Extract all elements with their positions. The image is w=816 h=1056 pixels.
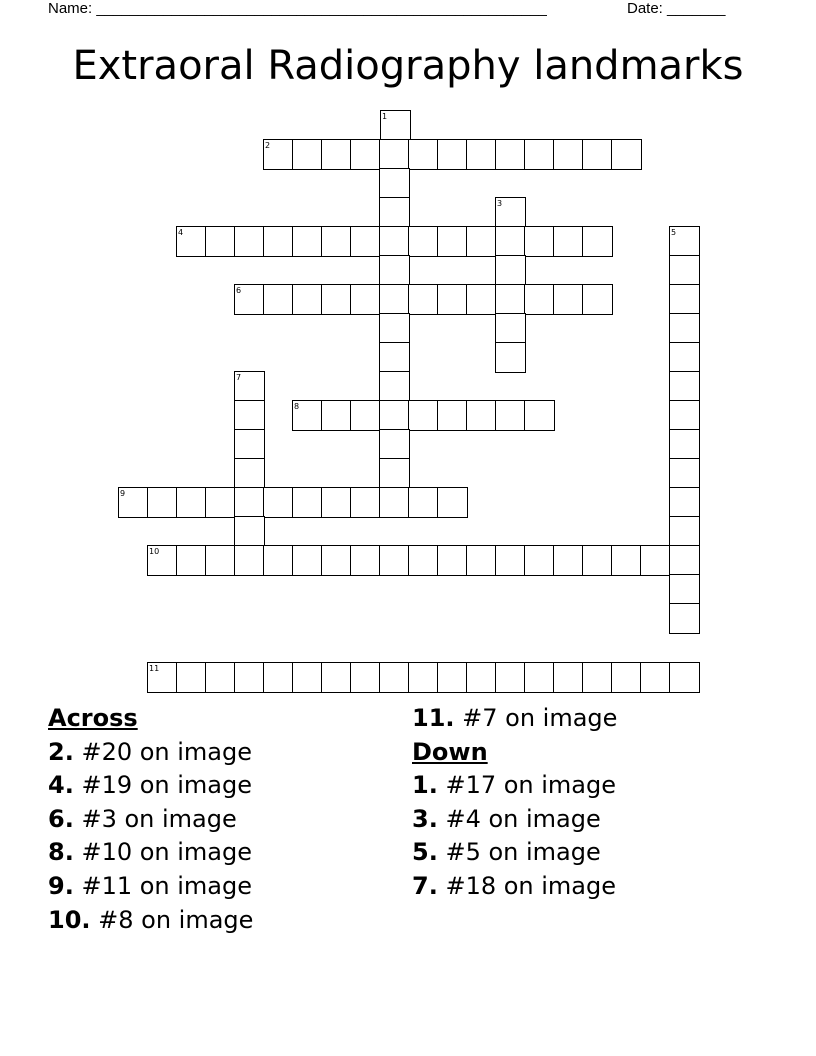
crossword-cell	[466, 139, 497, 170]
across-clue: 9. #11 on image	[48, 871, 253, 900]
crossword-cell	[263, 545, 294, 576]
crossword-cell	[234, 429, 265, 460]
crossword-cell	[321, 545, 352, 576]
crossword-cell	[669, 313, 700, 344]
crossword-cell	[495, 662, 526, 693]
crossword-cell	[350, 400, 381, 431]
crossword-cell	[292, 226, 323, 257]
crossword-cell	[379, 226, 410, 257]
down-heading: Down	[412, 737, 488, 766]
crossword-cell	[176, 662, 207, 693]
crossword-cell	[147, 487, 178, 518]
crossword-cell	[234, 545, 265, 576]
crossword-cell	[524, 662, 555, 693]
crossword-cell	[408, 139, 439, 170]
crossword-cell	[669, 662, 700, 693]
crossword-cell	[205, 662, 236, 693]
crossword-cell	[176, 487, 207, 518]
crossword-cell	[669, 284, 700, 315]
crossword-cell	[669, 487, 700, 518]
crossword-cell	[495, 226, 526, 257]
page-title: Extraoral Radiography landmarks	[72, 43, 744, 89]
cell-number: 5	[671, 228, 677, 237]
crossword-cell	[350, 284, 381, 315]
crossword-cell	[466, 400, 497, 431]
crossword-cell	[350, 545, 381, 576]
crossword-cell	[292, 487, 323, 518]
crossword-cell	[408, 662, 439, 693]
crossword-cell	[234, 662, 265, 693]
crossword-cell	[263, 487, 294, 518]
crossword-cell	[321, 284, 352, 315]
across-clue: 6. #3 on image	[48, 804, 237, 833]
crossword-cell	[495, 342, 526, 373]
crossword-cell	[350, 139, 381, 170]
across-clue: 10. #8 on image	[48, 905, 254, 934]
crossword-cell	[350, 662, 381, 693]
down-clue: 7. #18 on image	[412, 871, 617, 900]
crossword-cell	[176, 545, 207, 576]
crossword-cell	[495, 545, 526, 576]
crossword-cell	[669, 458, 700, 489]
crossword-cell	[437, 226, 468, 257]
crossword-cell	[553, 226, 584, 257]
crossword-cell	[611, 139, 642, 170]
crossword-cell	[379, 168, 410, 199]
crossword-cell	[669, 429, 700, 460]
crossword-cell	[437, 545, 468, 576]
crossword-cell	[582, 284, 613, 315]
crossword-cell	[379, 400, 410, 431]
crossword-cell	[263, 284, 294, 315]
crossword-cell	[321, 226, 352, 257]
cell-number: 4	[178, 228, 184, 237]
crossword-cell	[408, 487, 439, 518]
across-clue: 8. #10 on image	[48, 838, 253, 867]
cell-number: 9	[120, 489, 126, 498]
down-clue: 1. #17 on image	[412, 771, 617, 800]
crossword-cell	[321, 662, 352, 693]
across-heading: Across	[48, 704, 138, 732]
crossword-cell	[292, 284, 323, 315]
crossword-cell	[408, 226, 439, 257]
crossword-cell	[669, 400, 700, 431]
clues-right-column	[412, 702, 617, 904]
crossword-cell	[205, 545, 236, 576]
crossword-cell	[669, 545, 700, 576]
crossword-cell	[205, 487, 236, 518]
across-clue: 4. #19 on image	[48, 771, 253, 800]
crossword-cell	[669, 603, 700, 634]
crossword-cell	[437, 400, 468, 431]
crossword-cell	[495, 139, 526, 170]
crossword-cell	[495, 313, 526, 344]
crossword-cell	[379, 487, 410, 518]
crossword-cell	[379, 545, 410, 576]
crossword-cell	[437, 662, 468, 693]
crossword-cell	[321, 400, 352, 431]
crossword-cell	[321, 139, 352, 170]
crossword-cell	[466, 662, 497, 693]
crossword-cell	[379, 342, 410, 373]
crossword-cell	[524, 284, 555, 315]
crossword-cell	[292, 139, 323, 170]
crossword-cell	[234, 226, 265, 257]
crossword-cell	[234, 487, 265, 518]
crossword-cell	[466, 545, 497, 576]
crossword-cell	[379, 284, 410, 315]
crossword-cell	[495, 284, 526, 315]
crossword-cell	[553, 284, 584, 315]
crossword-cell	[582, 662, 613, 693]
clues-left-column	[48, 702, 253, 937]
crossword-cell	[669, 342, 700, 373]
crossword-cell	[379, 662, 410, 693]
crossword-cell	[524, 545, 555, 576]
crossword-cell	[669, 255, 700, 286]
crossword-cell	[321, 487, 352, 518]
crossword-cell	[292, 545, 323, 576]
across-clue: 2. #20 on image	[48, 737, 253, 766]
crossword-cell	[350, 226, 381, 257]
cell-number: 10	[149, 547, 160, 556]
crossword-cell	[379, 371, 410, 402]
down-clue: 3. #4 on image	[412, 804, 601, 833]
crossword-cell	[234, 516, 265, 547]
cell-number: 8	[294, 402, 300, 411]
crossword-cell	[379, 139, 410, 170]
name-field-label: Name: ______________________________________________________	[48, 0, 547, 17]
crossword-cell	[379, 197, 410, 228]
crossword-cell	[408, 400, 439, 431]
crossword-cell	[524, 139, 555, 170]
cell-number: 3	[497, 199, 503, 208]
crossword-cell	[669, 516, 700, 547]
crossword-cell	[292, 662, 323, 693]
crossword-cell	[640, 662, 671, 693]
cell-number: 6	[236, 286, 242, 295]
crossword-cell	[466, 284, 497, 315]
date-field-label: Date: _______	[627, 0, 726, 17]
crossword-cell	[234, 458, 265, 489]
crossword-cell	[379, 255, 410, 286]
crossword-cell	[379, 458, 410, 489]
crossword-cell	[466, 226, 497, 257]
cell-number: 2	[265, 141, 271, 150]
crossword-cell	[553, 545, 584, 576]
crossword-cell	[524, 400, 555, 431]
crossword-cell	[582, 545, 613, 576]
crossword-cell	[263, 662, 294, 693]
crossword-cell	[553, 662, 584, 693]
crossword-cell	[379, 313, 410, 344]
crossword-cell	[234, 400, 265, 431]
crossword-cell	[640, 545, 671, 576]
crossword-cell	[437, 284, 468, 315]
cell-number: 1	[382, 112, 388, 121]
crossword-cell	[495, 255, 526, 286]
crossword-cell	[408, 284, 439, 315]
crossword-cell	[379, 429, 410, 460]
crossword-cell	[350, 487, 381, 518]
down-clue: 5. #5 on image	[412, 838, 601, 867]
crossword-cell	[437, 139, 468, 170]
crossword-cell	[263, 226, 294, 257]
crossword-cell	[582, 226, 613, 257]
crossword-cell	[408, 545, 439, 576]
crossword-cell	[553, 139, 584, 170]
cell-number: 11	[149, 664, 160, 673]
cell-number: 7	[236, 373, 242, 382]
crossword-cell	[582, 139, 613, 170]
crossword-cell	[669, 371, 700, 402]
crossword-cell	[611, 545, 642, 576]
crossword-cell	[495, 400, 526, 431]
crossword-cell	[669, 574, 700, 605]
crossword-cell	[611, 662, 642, 693]
crossword-cell	[524, 226, 555, 257]
crossword-cell	[205, 226, 236, 257]
across-clue: 11. #7 on image	[412, 704, 618, 732]
crossword-cell	[437, 487, 468, 518]
